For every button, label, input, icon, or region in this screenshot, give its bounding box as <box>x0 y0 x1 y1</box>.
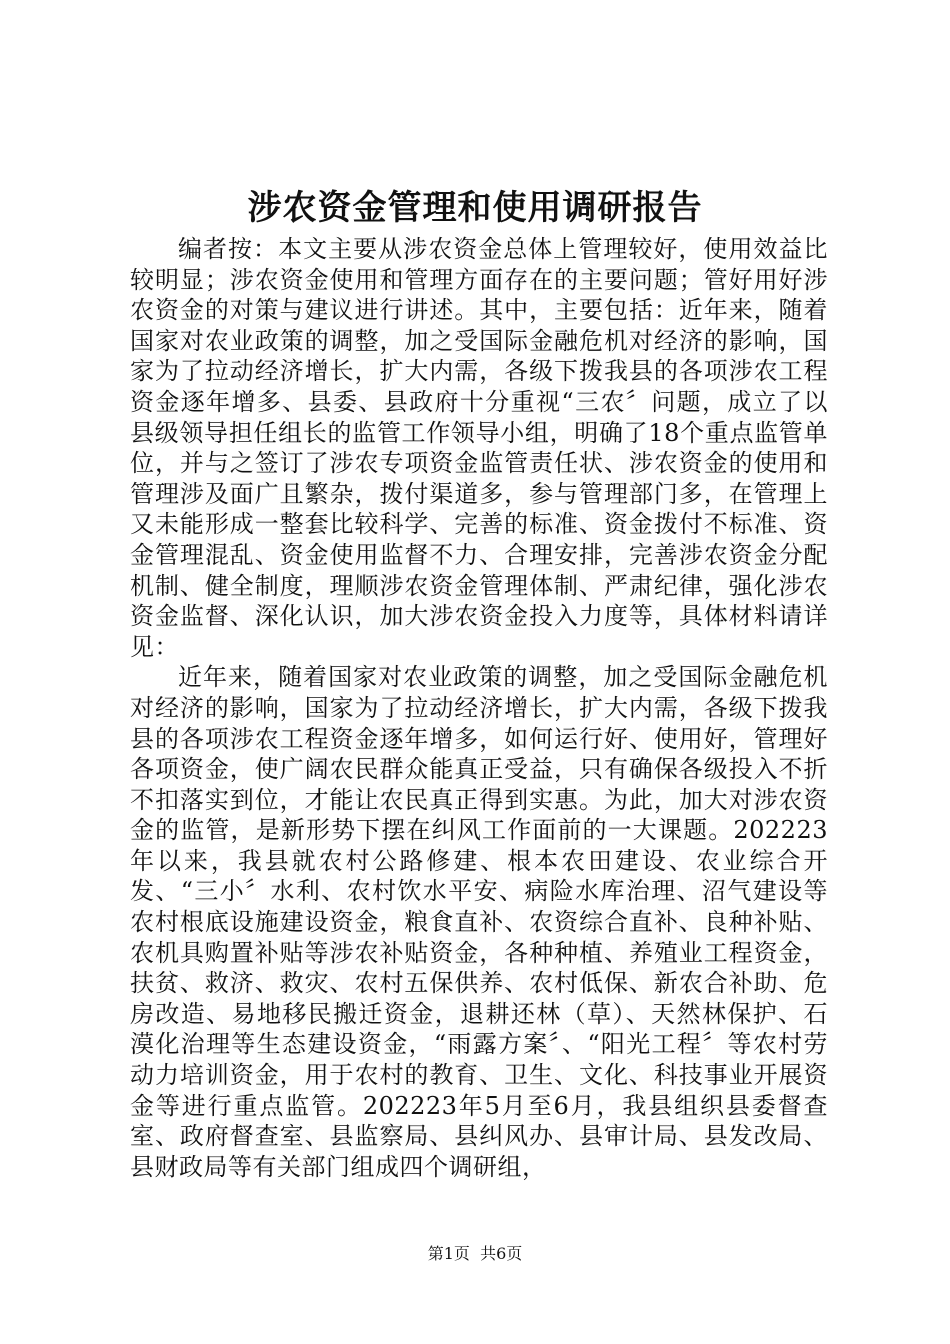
page-footer <box>0 1244 950 1264</box>
page-total: 共6页 <box>480 1244 523 1263</box>
document-title: 涉农资金管理和使用调研报告 <box>247 188 703 228</box>
document-body <box>130 234 828 1182</box>
body-paragraph: 近年来，随着国家对农业政策的调整，加之受国际金融危机对经济的影响，国家为了拉动经济增长，扩大内需，各级下拨我县的各项涉农工程资金逐年增多，如何运行好、使用好，管理好各项资金，使广阔农民群众能真正受益，只有确保各级投入不折不扣落实到位，才能让农民真正得到实惠。为此，加大对涉农资金的监管，是新形势下摆在纠风工作面前的一大课题。202223年以来，我县就农村公路修建、根本农田建设、农业综合开发、“三小〞水利、农村饮水平安、病险水库治理、沼气建设等农村根底设施建设资金，粮食直补、农资综合直补、良种补贴、农机具购置补贴等涉农补贴资金，各种种植、养殖业工程资金，扶贫、救济、救灾、农村五保供养、农村低保、新农合补助、危房改造、易地移民搬迁资金，退耕还林（草）、天然林保护、石漠化治理等生态建设资金，“雨露方案〞、“阳光工程〞等农村劳动力培训资金，用于农村的教育、卫生、文化、科技事业开展资金等进行重点监管。202223年5月至6月，我县组织县委督查室、政府督查室、县监察局、县纠风办、县审计局、县发改局、县财政局等有关部门组成四个调研组， <box>130 663 828 1181</box>
editor-note-paragraph: 编者按：本文主要从涉农资金总体上管理较好，使用效益比较明显；涉农资金使用和管理方面存在的主要问题；管好用好涉农资金的对策与建议进行讲述。其中，主要包括：近年来，随着国家对农业政策的调整，加之受国际金融危机对经济的影响，国家为了拉动经济增长，扩大内需，各级下拨我县的各项涉农工程资金逐年增多、县委、县政府十分重视“三农〞问题，成立了以县级领导担任组长的监管工作领导小组，明确了18个重点监管单位，并与之签订了涉农专项资金监管责任状、涉农资金的使用和管理涉及面广且繁杂，拨付渠道多，参与管理部门多，在管理上又未能形成一整套比较科学、完善的标准、资金拨付不标准、资金管理混乱、资金使用监督不力、合理安排，完善涉农资金分配机制、健全制度，理顺涉农资金管理体制、严肃纪律，强化涉农资金监督、深化认识，加大涉农资金投入力度等，具体材料请详见： <box>130 235 828 661</box>
footer-spacer <box>470 1244 480 1263</box>
page-number: 第1页 <box>427 1244 470 1263</box>
